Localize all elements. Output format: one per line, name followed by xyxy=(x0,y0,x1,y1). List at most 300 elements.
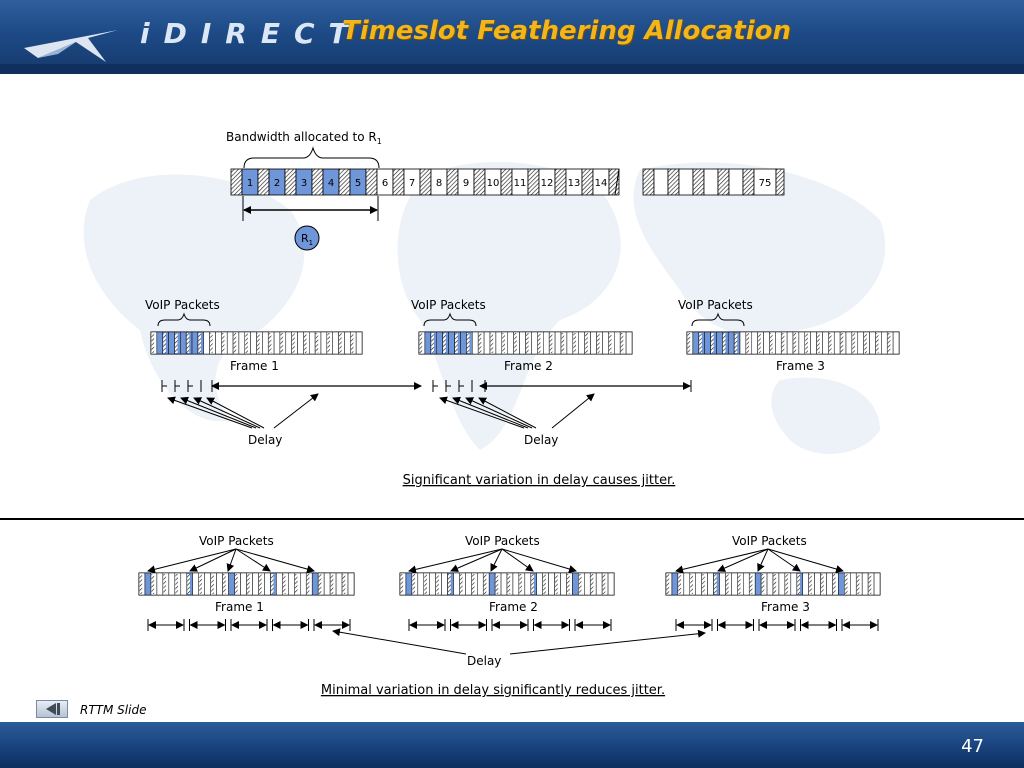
hatch-fill xyxy=(245,333,248,353)
hatch-fill xyxy=(234,333,237,353)
voip-label-b1: VoIP Packets xyxy=(199,534,274,548)
hatch-fill xyxy=(538,333,541,353)
frame-slot xyxy=(720,573,726,595)
hatch-fill xyxy=(247,574,250,594)
hatch-fill xyxy=(702,574,705,594)
r1-subscript: 1 xyxy=(308,239,314,247)
frame-slot xyxy=(567,332,573,354)
frame-slot xyxy=(827,573,833,595)
frame-slot xyxy=(752,332,758,354)
hatched-slot xyxy=(743,169,754,195)
hatch-fill xyxy=(420,333,423,353)
hatch-fill xyxy=(797,574,800,594)
delay-label-bottom: Delay xyxy=(467,654,502,668)
hatch-fill xyxy=(448,574,451,594)
hatch-fill xyxy=(621,333,624,353)
frame-slot xyxy=(520,332,526,354)
frame-slot xyxy=(614,332,620,354)
voip-label-b2: VoIP Packets xyxy=(465,534,540,548)
hatch-fill xyxy=(852,333,855,353)
hatch-fill xyxy=(307,574,310,594)
frame-slot xyxy=(227,332,233,354)
hatch-fill xyxy=(424,574,427,594)
frame-slot xyxy=(300,573,306,595)
frame-slot xyxy=(537,573,543,595)
hatch-fill xyxy=(175,333,178,353)
hatch-fill xyxy=(199,574,202,594)
frame-slot xyxy=(764,332,770,354)
hatch-fill xyxy=(821,574,824,594)
hatch-fill xyxy=(603,574,606,594)
svg-text:Bandwidth allocated to R1 xyxy=(226,130,382,146)
bottom-packet-pointers xyxy=(148,549,843,571)
frame-slot xyxy=(791,573,797,595)
frame-slot xyxy=(309,332,315,354)
frame-label-b2: Frame 2 xyxy=(489,600,538,614)
hatch-fill xyxy=(223,574,226,594)
frame-slot xyxy=(241,573,247,595)
rttm-label: RTTM Slide xyxy=(80,703,147,717)
hatched-slot xyxy=(718,169,729,195)
frame-slot xyxy=(181,573,187,595)
frame-slot xyxy=(893,332,899,354)
slot-number: 9 xyxy=(462,178,470,189)
hatch-fill xyxy=(316,333,319,353)
hatch-fill xyxy=(175,574,178,594)
frame-slot xyxy=(549,573,555,595)
hatch-fill xyxy=(699,333,702,353)
voip-slot xyxy=(489,573,495,595)
voip-slot xyxy=(693,332,699,354)
idirect-logo-text: iDIRECT xyxy=(140,17,362,50)
frame-slot xyxy=(205,573,211,595)
frame-slot xyxy=(430,573,436,595)
frame-slot xyxy=(803,573,809,595)
hatch-fill xyxy=(163,574,166,594)
free-slot xyxy=(704,169,718,195)
frame-slot xyxy=(743,573,749,595)
frame-slot xyxy=(555,332,561,354)
frame-slot xyxy=(561,573,567,595)
hatch-fill xyxy=(472,574,475,594)
r1-label: R xyxy=(301,232,309,245)
packet-pointer xyxy=(236,549,314,571)
slot-number: 14 xyxy=(594,178,608,189)
hatch-fill xyxy=(543,574,546,594)
hatched-slot xyxy=(258,169,269,195)
frame-slot xyxy=(251,332,257,354)
middle-frames xyxy=(151,332,899,354)
bottom-delay-pointers xyxy=(333,631,705,654)
hatch-fill xyxy=(269,333,272,353)
hatch-fill xyxy=(585,333,588,353)
hatch-fill xyxy=(809,574,812,594)
packet-pointer xyxy=(676,549,768,571)
frame-slot xyxy=(204,332,210,354)
hatch-fill xyxy=(292,333,295,353)
hatch-fill xyxy=(550,333,553,353)
voip-slot xyxy=(728,332,734,354)
frame-slot xyxy=(740,332,746,354)
frame-slot xyxy=(626,332,632,354)
bottom-frames xyxy=(139,573,880,595)
slot-number: 4 xyxy=(327,178,335,189)
frame-slot xyxy=(811,332,817,354)
hatched-slot xyxy=(285,169,296,195)
hatch-fill xyxy=(443,333,446,353)
hatch-fill xyxy=(782,333,785,353)
voip-slot xyxy=(192,332,198,354)
hatch-fill xyxy=(283,574,286,594)
frame-slot xyxy=(418,573,424,595)
hatch-fill xyxy=(888,333,891,353)
frame-slot xyxy=(858,332,864,354)
hatch-fill xyxy=(280,333,283,353)
hatch-fill xyxy=(738,574,741,594)
voip-label-b3: VoIP Packets xyxy=(732,534,807,548)
frame-label-f1: Frame 1 xyxy=(230,359,279,373)
slot-number: 12 xyxy=(540,178,554,189)
hatch-fill xyxy=(319,574,322,594)
hatch-fill xyxy=(343,574,346,594)
frame-slot xyxy=(608,573,614,595)
frame-slot xyxy=(731,573,737,595)
back-arrow-icon xyxy=(37,701,67,717)
slot-number: 2 xyxy=(273,178,281,189)
hatched-slot xyxy=(528,169,539,195)
voip-label-f3: VoIP Packets xyxy=(678,298,753,312)
frame-slot xyxy=(874,573,880,595)
frame-slot xyxy=(215,332,221,354)
hatch-fill xyxy=(770,333,773,353)
hatch-fill xyxy=(794,333,797,353)
voip-slot xyxy=(169,332,175,354)
hatched-slot xyxy=(776,169,784,195)
hatched-slot xyxy=(366,169,377,195)
hatch-fill xyxy=(735,333,738,353)
reduced-jitter-caption: Minimal variation in delay significantly reduces jitter. xyxy=(320,683,666,698)
voip-slot xyxy=(838,573,844,595)
frame-slot xyxy=(799,332,805,354)
frame-slot xyxy=(870,332,876,354)
hatch-fill xyxy=(711,333,714,353)
frame-slot xyxy=(513,573,519,595)
free-slot xyxy=(729,169,743,195)
hatch-fill xyxy=(750,574,753,594)
hatch-fill xyxy=(785,574,788,594)
hatch-fill xyxy=(514,333,517,353)
idirect-star-icon xyxy=(18,8,138,64)
hatch-fill xyxy=(235,574,238,594)
frame-slot xyxy=(217,573,223,595)
frame-slot xyxy=(525,573,531,595)
hatch-fill xyxy=(140,574,143,594)
frame-slot xyxy=(472,332,478,354)
hatch-fill xyxy=(829,333,832,353)
hatch-fill xyxy=(327,333,330,353)
hatch-fill xyxy=(762,574,765,594)
hatch-fill xyxy=(845,574,848,594)
hatch-fill xyxy=(295,574,298,594)
packet-pointer xyxy=(409,549,502,571)
page-number: 47 xyxy=(961,736,984,757)
frame-slot xyxy=(454,573,460,595)
slot-number: 13 xyxy=(567,178,581,189)
frame-slot xyxy=(262,332,268,354)
frame-slot xyxy=(288,573,294,595)
feathering-diagram xyxy=(0,74,1024,714)
frame-slot xyxy=(298,332,304,354)
frame-label-f3: Frame 3 xyxy=(776,359,825,373)
packet-pointer xyxy=(502,549,576,571)
hatch-fill xyxy=(187,574,190,594)
hatch-fill xyxy=(502,333,505,353)
hatch-fill xyxy=(431,333,434,353)
hatch-fill xyxy=(864,333,867,353)
frame-slot xyxy=(348,573,354,595)
voip-slot xyxy=(229,573,235,595)
bandwidth-subscript: 1 xyxy=(376,137,382,146)
hatch-fill xyxy=(436,574,439,594)
voip-slot xyxy=(705,332,711,354)
frame-slot xyxy=(881,332,887,354)
hatch-fill xyxy=(460,574,463,594)
slot-number: 10 xyxy=(486,178,500,189)
voip-slot xyxy=(437,332,443,354)
frame-slot xyxy=(274,332,280,354)
hatched-slot xyxy=(501,169,512,195)
packet-pointer xyxy=(768,549,843,571)
hatch-fill xyxy=(714,574,717,594)
voip-slot xyxy=(145,573,151,595)
free-slot xyxy=(654,169,668,195)
delay-label-1: Delay xyxy=(248,433,283,447)
hatch-fill xyxy=(210,333,213,353)
bottom-delay-intervals xyxy=(148,619,878,631)
hatch-fill xyxy=(609,333,612,353)
frame-slot xyxy=(596,573,602,595)
hatch-fill xyxy=(222,333,225,353)
packet-pointer xyxy=(502,549,533,571)
hatch-fill xyxy=(455,333,458,353)
frame-slot xyxy=(477,573,483,595)
hatch-fill xyxy=(187,333,190,353)
slot-number: 11 xyxy=(513,178,527,189)
frame-slot xyxy=(276,573,282,595)
hatch-fill xyxy=(351,333,354,353)
frame-slot xyxy=(157,573,163,595)
hatch-fill xyxy=(746,333,749,353)
frame-slot xyxy=(834,332,840,354)
hatched-slot xyxy=(474,169,485,195)
hatched-slot xyxy=(339,169,350,195)
hatch-fill xyxy=(467,333,470,353)
voip-slot xyxy=(406,573,412,595)
frame-slot xyxy=(501,573,507,595)
hatch-fill xyxy=(579,574,582,594)
frame-slot xyxy=(822,332,828,354)
slot-number: 5 xyxy=(354,178,362,189)
frame-slot xyxy=(684,573,690,595)
hatch-fill xyxy=(151,574,154,594)
hatch-fill xyxy=(573,333,576,353)
slot-number: 1 xyxy=(246,178,254,189)
hatch-fill xyxy=(833,574,836,594)
frame-slot xyxy=(708,573,714,595)
packet-pointer xyxy=(491,549,502,571)
packet-pointer xyxy=(236,549,270,571)
frame-slot xyxy=(484,332,490,354)
packet-pointer xyxy=(768,549,800,571)
hatch-fill xyxy=(257,333,260,353)
hatch-fill xyxy=(841,333,844,353)
frame-slot xyxy=(787,332,793,354)
top-slot-strip xyxy=(231,169,784,195)
slot-number: 75 xyxy=(758,178,772,189)
hatch-fill xyxy=(163,333,166,353)
hatch-fill xyxy=(597,333,600,353)
voip-slot xyxy=(755,573,761,595)
frame-slot xyxy=(442,573,448,595)
frame-slot xyxy=(286,332,292,354)
hatch-fill xyxy=(774,574,777,594)
hatched-slot xyxy=(393,169,404,195)
frame-slot xyxy=(252,573,258,595)
hatch-fill xyxy=(519,574,522,594)
frame-slot xyxy=(779,573,785,595)
hatch-fill xyxy=(198,333,201,353)
hatch-fill xyxy=(526,333,529,353)
hatch-fill xyxy=(591,574,594,594)
hatch-fill xyxy=(805,333,808,353)
frame-slot xyxy=(591,332,597,354)
footer-banner xyxy=(0,722,1024,768)
rttm-back-button[interactable] xyxy=(36,700,68,718)
voip-slot xyxy=(716,332,722,354)
voip-slot xyxy=(449,332,455,354)
frame-slot xyxy=(264,573,270,595)
hatch-fill xyxy=(758,333,761,353)
hatch-fill xyxy=(688,333,691,353)
frame-slot xyxy=(508,332,514,354)
hatch-fill xyxy=(259,574,262,594)
hatch-fill xyxy=(412,574,415,594)
frame-slot xyxy=(356,332,362,354)
slot-number: 3 xyxy=(300,178,308,189)
frame-slot xyxy=(169,573,175,595)
frame-slot xyxy=(321,332,327,354)
hatched-slot xyxy=(555,169,566,195)
voip-label-f2: VoIP Packets xyxy=(411,298,486,312)
frame-slot xyxy=(531,332,537,354)
frame-slot xyxy=(850,573,856,595)
hatch-fill xyxy=(567,574,570,594)
hatch-fill xyxy=(271,574,274,594)
hatch-fill xyxy=(484,574,487,594)
frame-slot xyxy=(496,332,502,354)
frame-slot xyxy=(767,573,773,595)
hatch-fill xyxy=(496,574,499,594)
hatched-slot xyxy=(447,169,458,195)
frame-slot xyxy=(579,332,585,354)
frame-label-b1: Frame 1 xyxy=(215,600,264,614)
voip-slot xyxy=(157,332,163,354)
hatch-fill xyxy=(876,333,879,353)
hatch-fill xyxy=(562,333,565,353)
voip-slot xyxy=(572,573,578,595)
packet-pointer xyxy=(148,549,236,571)
frame-slot xyxy=(815,573,821,595)
hatched-slot xyxy=(420,169,431,195)
slide-title: Timeslot Feathering Allocation xyxy=(342,16,791,46)
hatched-slot xyxy=(312,169,323,195)
hatch-fill xyxy=(857,574,860,594)
frame-slot xyxy=(862,573,868,595)
packet-pointer xyxy=(451,549,502,571)
hatched-slot xyxy=(582,169,593,195)
free-slot xyxy=(679,169,693,195)
frame-slot xyxy=(602,332,608,354)
header-banner xyxy=(0,0,1024,74)
frame-label-f2: Frame 2 xyxy=(504,359,553,373)
packet-pointer xyxy=(718,549,768,571)
voip-slot xyxy=(180,332,186,354)
frame-slot xyxy=(846,332,852,354)
frame-slot xyxy=(584,573,590,595)
frame-slot xyxy=(239,332,245,354)
hatch-fill xyxy=(555,574,558,594)
frame-slot xyxy=(344,332,350,354)
voip-label-f1: VoIP Packets xyxy=(145,298,220,312)
hatch-fill xyxy=(211,574,214,594)
voip-slot xyxy=(312,573,318,595)
hatch-fill xyxy=(817,333,820,353)
hatched-slot xyxy=(668,169,679,195)
hatch-fill xyxy=(508,574,511,594)
hatch-fill xyxy=(690,574,693,594)
frame-slot xyxy=(696,573,702,595)
voip-slot xyxy=(425,332,431,354)
voip-slot xyxy=(672,573,678,595)
hatch-fill xyxy=(331,574,334,594)
frame-slot xyxy=(193,573,199,595)
hatch-fill xyxy=(152,333,155,353)
delay-label-2: Delay xyxy=(524,433,559,447)
hatch-fill xyxy=(339,333,342,353)
hatch-fill xyxy=(726,574,729,594)
frame-slot xyxy=(336,573,342,595)
frame-slot xyxy=(324,573,330,595)
hatch-fill xyxy=(401,574,404,594)
hatched-slot xyxy=(231,169,242,195)
hatch-fill xyxy=(869,574,872,594)
slot-number: 7 xyxy=(408,178,416,189)
slot-number: 8 xyxy=(435,178,443,189)
hatch-fill xyxy=(491,333,494,353)
frame-slot xyxy=(775,332,781,354)
hatch-fill xyxy=(479,333,482,353)
jitter-caption: Significant variation in delay causes jitter. xyxy=(402,473,676,488)
hatched-slot xyxy=(693,169,704,195)
hatch-fill xyxy=(678,574,681,594)
slot-number: 6 xyxy=(381,178,389,189)
voip-slot xyxy=(460,332,466,354)
hatched-slot xyxy=(643,169,654,195)
header-band xyxy=(0,64,1024,74)
bandwidth-brace xyxy=(244,148,379,168)
hatch-fill xyxy=(531,574,534,594)
frame-slot xyxy=(543,332,549,354)
